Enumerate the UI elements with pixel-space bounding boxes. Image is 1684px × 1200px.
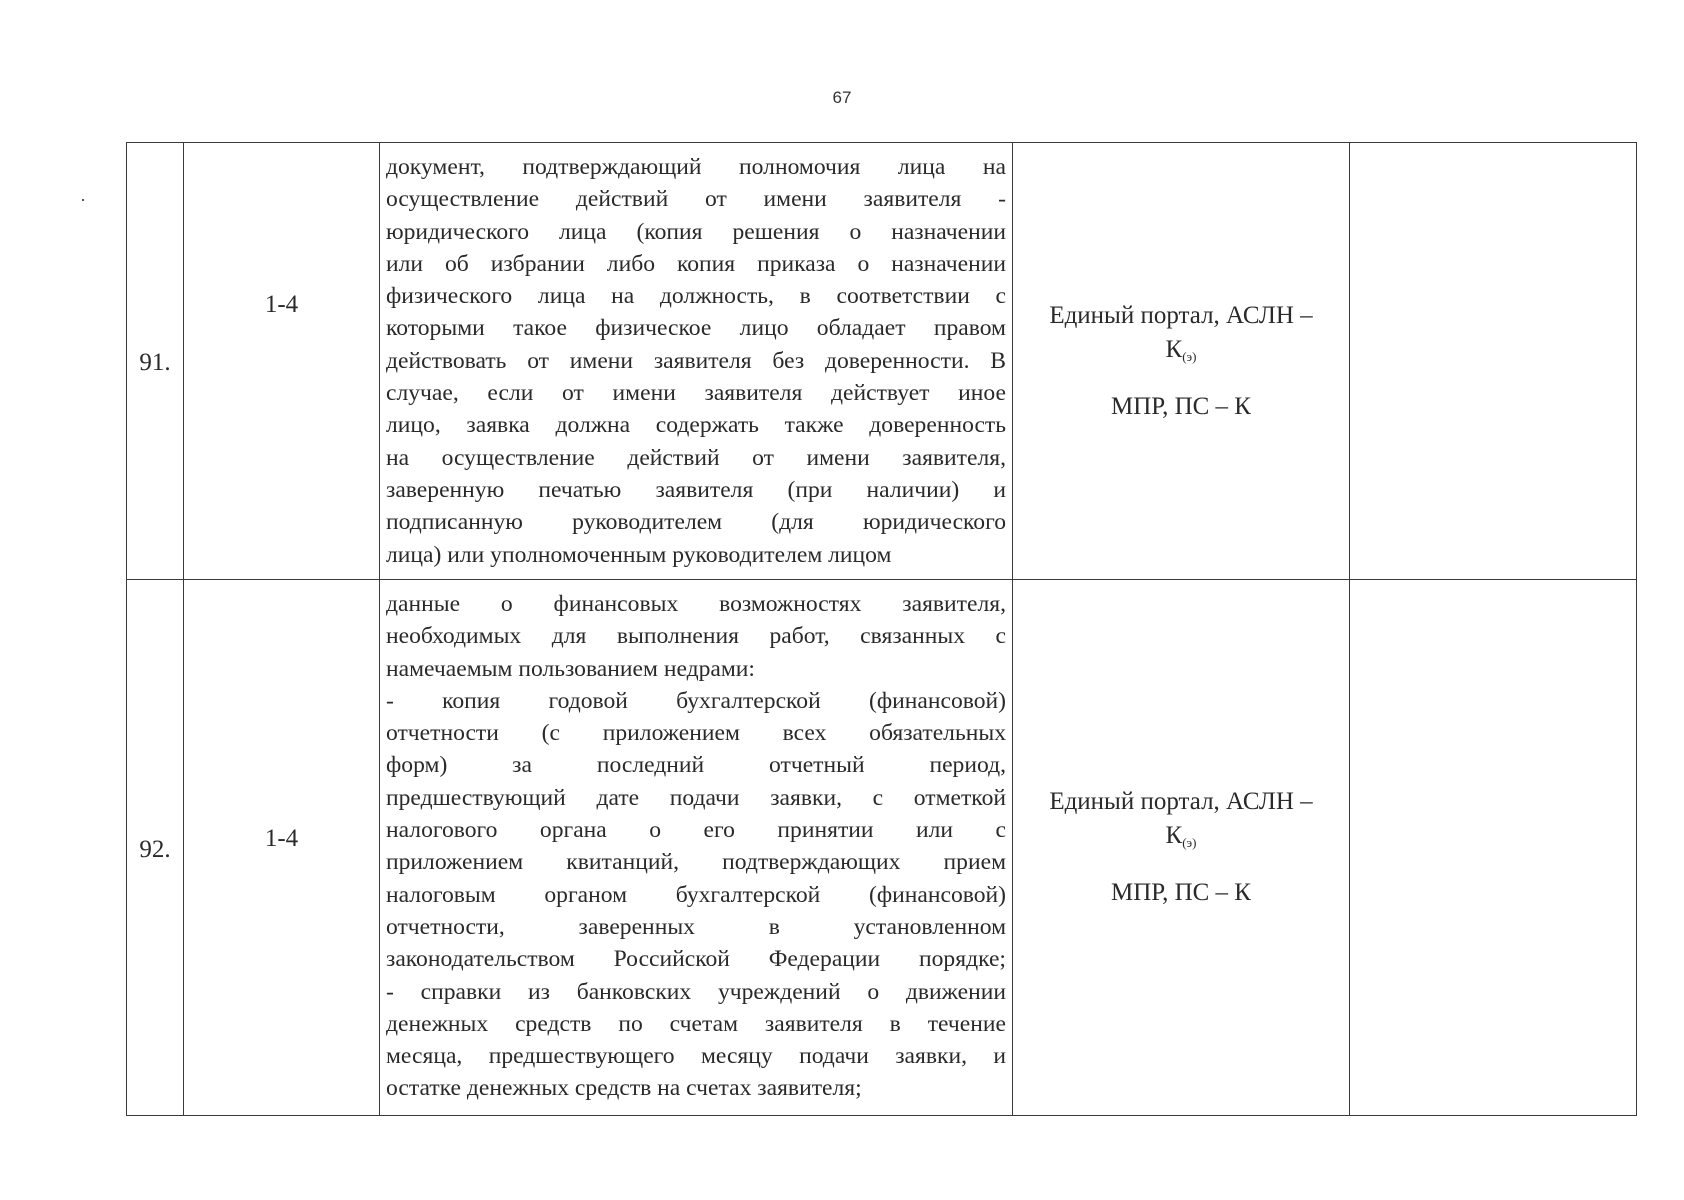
stage-value: 1-4 — [264, 824, 299, 852]
description-cell — [380, 143, 1013, 580]
source-line-code — [1013, 333, 1349, 374]
description-line: налогового органа о его принятии или с — [386, 817, 1006, 844]
description-line: отчетности (с приложением всех обязательных — [386, 720, 1006, 747]
description-line: - справки из банковских учреждений о движении — [386, 978, 1006, 1005]
notes-cell — [1350, 580, 1637, 1116]
source-line-mpr: МПР, ПС – К — [1111, 392, 1251, 420]
description-line: которыми такое физическое лицо обладает правом — [386, 315, 1006, 342]
row-number-cell — [127, 143, 184, 580]
source-code-letter: К — [1165, 822, 1183, 849]
description-line: намечаемым пользованием недрами: — [386, 655, 755, 682]
source-line-portal: Единый портал, АСЛН – — [1049, 301, 1313, 329]
description-line: месяца, предшествующего месяцу подачи заявки, и — [386, 1043, 1006, 1070]
description-cell — [380, 580, 1013, 1116]
scan-speck — [82, 199, 84, 201]
description-line: законодательством Российской Федерации порядке; — [386, 946, 1006, 973]
description-line: предшествующий дате подачи заявки, с отметкой — [386, 784, 1006, 811]
source-code-subscript: (э) — [1182, 835, 1197, 850]
source-line-portal: Единый портал, АСЛН – — [1049, 788, 1313, 815]
stage-cell — [184, 580, 380, 1116]
description-line: на осуществление действий от имени заявителя, — [386, 444, 1006, 471]
stage-cell — [184, 143, 380, 580]
source-spacer — [1013, 860, 1349, 876]
description-line: лицо, заявка должна содержать также доверенность — [386, 412, 1006, 439]
description-line: остатке денежных средств на счетах заявителя; — [386, 1075, 862, 1102]
description-line: документ, подтверждающий полномочия лица на — [386, 154, 1006, 180]
description-line: лица) или уполномоченным руководителем лицом — [386, 541, 892, 568]
description-line: форм) за последний отчетный период, — [386, 752, 1006, 779]
source-line-code — [1013, 819, 1349, 860]
source-spacer — [1013, 374, 1349, 390]
page-number: 67 — [832, 88, 852, 107]
description-line: случае, если от имени заявителя действует иное — [386, 380, 1006, 407]
stage-value: 1-4 — [264, 291, 299, 318]
notes-cell — [1350, 143, 1637, 580]
row-number-cell — [127, 580, 184, 1116]
source-cell — [1013, 143, 1350, 580]
description-line: действовать от имени заявителя без доверенности. В — [386, 347, 1006, 374]
document-register-table — [126, 142, 1637, 1116]
description-line: заверенную печатью заявителя (при наличии) и — [386, 476, 1006, 503]
source-cell — [1013, 580, 1350, 1116]
source-line-mpr: МПР, ПС – К — [1111, 879, 1251, 906]
description-line: физического лица на должность, в соответствии с — [386, 283, 1006, 310]
source-code-subscript: (э) — [1182, 348, 1197, 364]
description-line: необходимых для выполнения работ, связанных с — [386, 623, 1006, 650]
description-line: налоговым органом бухгалтерской (финансовой) — [386, 881, 1006, 908]
description-line: денежных средств по счетам заявителя в течение — [386, 1010, 1006, 1037]
description-line: отчетности, заверенных в установленном — [386, 913, 1006, 940]
row-number: 91. — [139, 349, 171, 376]
description-line: подписанную руководителем (для юридического — [386, 509, 1006, 536]
row-number: 92. — [139, 835, 171, 863]
description-line: осуществление действий от имени заявителя - — [386, 186, 1006, 213]
description-line: приложением квитанций, подтверждающих прием — [386, 849, 1006, 876]
description-line: или об избрании либо копия приказа о назначении — [386, 250, 1006, 277]
source-code-letter: К — [1165, 335, 1183, 363]
table-row — [127, 143, 1637, 580]
description-line: юридического лица (копия решения о назначении — [386, 218, 1006, 245]
description-line: данные о финансовых возможностях заявителя, — [386, 591, 1006, 617]
table-row — [127, 580, 1637, 1116]
description-line: - копия годовой бухгалтерской (финансовой) — [386, 687, 1006, 714]
